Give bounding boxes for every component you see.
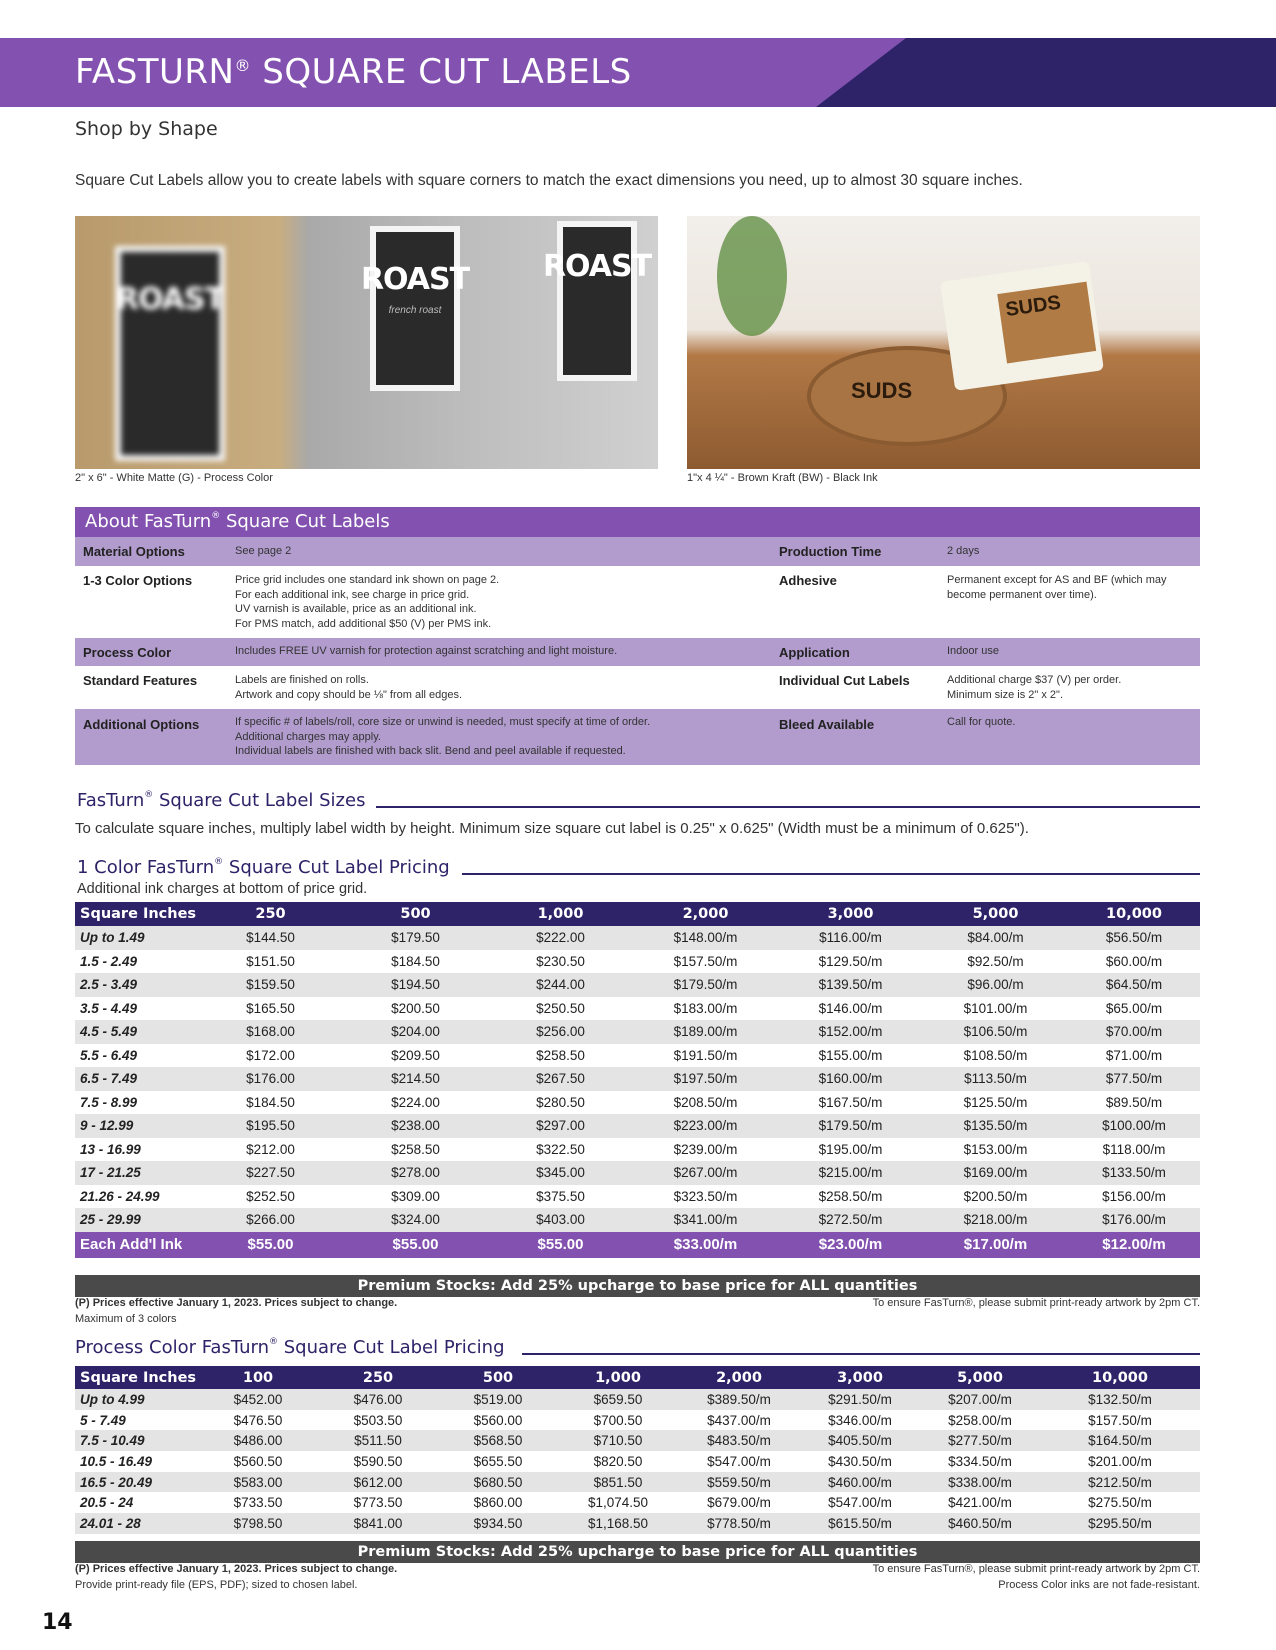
price-cell: $156.00/m (1102, 1188, 1166, 1204)
about-value: Labels are finished on rolls. Artwork and copy should be ⅛" from all edges. (235, 674, 463, 701)
price-cell: $152.00/m (778, 1020, 923, 1044)
price-cell: $583.00 (198, 1472, 318, 1493)
square-inches-cell: 16.5 - 20.49 (75, 1472, 198, 1493)
price-cell: $118.00/m (1102, 1141, 1166, 1157)
price-cell: $476.00 (318, 1389, 438, 1410)
square-inches-cell: 2.5 - 3.49 (75, 973, 198, 997)
table-row (75, 1208, 1200, 1232)
square-inches-cell: 5.5 - 6.49 (80, 1047, 138, 1063)
price-cell: $239.00/m (673, 1141, 738, 1157)
price-cell: $322.50 (536, 1141, 585, 1157)
price-cell: $272.50/m (778, 1208, 923, 1232)
process-color-rule (522, 1353, 1200, 1355)
price-cell: $860.00 (473, 1495, 523, 1511)
price-cell: $157.50/m (673, 953, 738, 969)
price-cell: $519.00 (438, 1389, 558, 1410)
price-cell: $503.50 (353, 1412, 403, 1428)
table-row (75, 1067, 1200, 1091)
fade-resistance-note: Process Color inks are not fade-resistant. (998, 1579, 1200, 1591)
price-cell: $710.50 (558, 1430, 678, 1451)
price-cell: $437.00/m (707, 1412, 771, 1428)
price-cell: $101.00/m (963, 1000, 1028, 1016)
column-header: 10,000 (1068, 902, 1200, 926)
about-key: Bleed Available (779, 717, 875, 732)
additional-ink-price: $33.00/m (633, 1232, 778, 1258)
square-inches-cell: 20.5 - 24 (80, 1495, 134, 1511)
column-header: 100 (198, 1366, 318, 1389)
price-cell: $297.00 (488, 1114, 633, 1138)
price-cell: $547.00/m (828, 1495, 892, 1511)
column-header: 5,000 (920, 1366, 1040, 1389)
additional-ink-price: $17.00/m (923, 1232, 1068, 1258)
square-inches-cell: 9 - 12.99 (75, 1114, 198, 1138)
price-cell: $244.00 (488, 973, 633, 997)
price-cell: $345.00 (488, 1161, 633, 1185)
square-inches-cell: 13 - 16.99 (80, 1141, 141, 1157)
column-header: 250 (318, 1366, 438, 1389)
price-cell: $165.50 (246, 1000, 295, 1016)
price-cell: $179.50 (343, 926, 488, 950)
premium-stocks-banner: Premium Stocks: Add 25% upcharge to base price for ALL quantities (75, 1541, 1200, 1563)
column-header: 500 (343, 902, 488, 926)
price-cell: $733.50 (233, 1495, 283, 1511)
price-cell: $250.50 (536, 1000, 585, 1016)
price-cell: $116.00/m (778, 926, 923, 950)
square-inches-cell: 1.5 - 2.49 (80, 953, 138, 969)
price-cell: $252.50 (246, 1188, 295, 1204)
price-cell: $207.00/m (920, 1389, 1040, 1410)
price-cell: $92.50/m (967, 953, 1024, 969)
price-cell: $615.50/m (800, 1513, 920, 1534)
price-cell: $346.00/m (828, 1412, 892, 1428)
one-color-rule (462, 873, 1200, 875)
price-cell: $176.00/m (1068, 1208, 1200, 1232)
about-row (75, 709, 1200, 765)
sizes-rule (376, 806, 1200, 808)
price-cell: $324.00 (343, 1208, 488, 1232)
table-row (75, 950, 1200, 974)
price-cell: $559.50/m (678, 1472, 800, 1493)
additional-ink-price: $12.00/m (1068, 1232, 1200, 1258)
price-cell: $108.50/m (963, 1047, 1028, 1063)
print-ready-file-note: Provide print-ready file (EPS, PDF); sized to chosen label. (75, 1579, 358, 1591)
price-cell: $612.00 (318, 1472, 438, 1493)
price-cell: $157.50/m (1088, 1412, 1152, 1428)
price-cell: $560.50 (233, 1453, 283, 1469)
column-header: 3,000 (800, 1366, 920, 1389)
about-row (75, 537, 1200, 566)
page-number: 14 (42, 1610, 73, 1635)
price-cell: $773.50 (353, 1495, 403, 1511)
table-row (75, 1389, 1200, 1410)
square-inches-cell: 25 - 29.99 (75, 1208, 198, 1232)
price-cell: $60.00/m (1105, 953, 1163, 969)
column-header: Square Inches (75, 902, 198, 926)
price-cell: $204.00 (343, 1020, 488, 1044)
about-value: If specific # of labels/roll, core size or unwind is needed, must specify at time of order. Additional charges may apply. Individual labels are finished with back slit. Bend and peel available if requested. (235, 716, 651, 757)
price-cell: $151.50 (246, 953, 295, 969)
square-inches-cell: Up to 1.49 (75, 926, 198, 950)
photo-caption-left: 2" x 6" - White Matte (G) - Process Color (75, 472, 273, 484)
roast-label-right: ROAST (557, 221, 637, 381)
column-header: 10,000 (1040, 1366, 1200, 1389)
price-cell: $189.00/m (633, 1020, 778, 1044)
price-cell: $89.50/m (1105, 1094, 1163, 1110)
price-cell: $71.00/m (1105, 1047, 1163, 1063)
table-row (75, 1161, 1200, 1185)
square-inches-cell: 6.5 - 7.49 (75, 1067, 198, 1091)
about-value: See page 2 (235, 545, 292, 557)
about-value: Call for quote. (947, 716, 1016, 728)
column-header: 2,000 (633, 902, 778, 926)
about-row (75, 638, 1200, 666)
square-inches-cell: 7.5 - 10.49 (75, 1430, 198, 1451)
table-row (75, 1451, 1200, 1472)
price-cell: $1,074.50 (587, 1495, 649, 1511)
price-cell: $208.50/m (673, 1094, 738, 1110)
about-key: Application (779, 645, 850, 660)
price-cell: $195.50 (198, 1114, 343, 1138)
soap-bar (940, 261, 1104, 391)
about-key: Process Color (83, 645, 172, 660)
one-color-heading: 1 Color FasTurn® Square Cut Label Pricing (77, 857, 450, 878)
column-header: 1,000 (488, 902, 633, 926)
price-cell: $214.50 (343, 1067, 488, 1091)
table-header-row (75, 1366, 1200, 1389)
additional-ink-label: Each Add'l Ink (75, 1232, 198, 1258)
process-color-table-body (75, 1389, 1200, 1534)
price-cell: $1,168.50 (558, 1513, 678, 1534)
price-cell: $159.50 (198, 973, 343, 997)
table-row (75, 1410, 1200, 1431)
premium-stocks-banner: Premium Stocks: Add 25% upcharge to base price for ALL quantities (75, 1275, 1200, 1297)
price-cell: $169.00/m (923, 1161, 1068, 1185)
price-cell: $223.00/m (633, 1114, 778, 1138)
table-row (75, 1091, 1200, 1115)
table-row (75, 1492, 1200, 1513)
price-cell: $452.00 (198, 1389, 318, 1410)
price-cell: $70.00/m (1068, 1020, 1200, 1044)
price-cell: $212.00 (246, 1141, 295, 1157)
column-header: 3,000 (778, 902, 923, 926)
price-cell: $295.50/m (1040, 1513, 1200, 1534)
price-cell: $129.50/m (818, 953, 883, 969)
price-cell: $179.50/m (633, 973, 778, 997)
about-key: Material Options (83, 544, 185, 559)
price-cell: $278.00 (343, 1161, 488, 1185)
price-cell: $430.50/m (828, 1453, 892, 1469)
price-cell: $798.50 (198, 1513, 318, 1534)
price-cell: $421.00/m (948, 1495, 1012, 1511)
about-key: Additional Options (83, 717, 200, 732)
price-cell: $267.00/m (633, 1161, 778, 1185)
price-cell: $200.50/m (963, 1188, 1028, 1204)
column-header: Square Inches (75, 1366, 198, 1389)
square-inches-cell: 10.5 - 16.49 (80, 1453, 153, 1469)
column-header: 2,000 (678, 1366, 800, 1389)
price-cell: $200.50 (391, 1000, 440, 1016)
price-cell: $184.50 (391, 953, 440, 969)
price-cell: $476.50 (233, 1412, 283, 1428)
price-cell: $291.50/m (800, 1389, 920, 1410)
about-key: Individual Cut Labels (779, 673, 910, 688)
price-cell: $778.50/m (678, 1513, 800, 1534)
price-cell: $460.00/m (800, 1472, 920, 1493)
process-color-heading: Process Color FasTurn® Square Cut Label Pricing (75, 1337, 505, 1358)
one-color-price-table (75, 902, 1200, 1258)
price-cell: $167.50/m (818, 1094, 883, 1110)
table-row (75, 926, 1200, 950)
artwork-deadline-note: To ensure FasTurn®, please submit print-ready artwork by 2pm CT. (872, 1297, 1200, 1309)
price-cell: $209.50 (391, 1047, 440, 1063)
price-cell: $191.50/m (673, 1047, 738, 1063)
square-inches-cell: 17 - 21.25 (75, 1161, 198, 1185)
price-cell: $375.50 (536, 1188, 585, 1204)
page-title: FASTURN® SQUARE CUT LABELS (75, 52, 632, 92)
process-color-price-table (75, 1366, 1200, 1534)
roast-product-photo (75, 216, 658, 469)
price-cell: $64.50/m (1068, 973, 1200, 997)
price-cell: $341.00/m (633, 1208, 778, 1232)
additional-ink-row (75, 1232, 1200, 1258)
price-cell: $144.50 (198, 926, 343, 950)
price-cell: $659.50 (558, 1389, 678, 1410)
price-cell: $153.00/m (963, 1141, 1028, 1157)
sizes-note: To calculate square inches, multiply label width by height. Minimum size square cut label is 0.25" x 0.625" (Width must be a minimum of 0.625"). (75, 820, 1029, 837)
table-header-row (75, 902, 1200, 926)
price-cell: $277.50/m (920, 1430, 1040, 1451)
price-cell: $160.00/m (778, 1067, 923, 1091)
price-cell: $309.00 (391, 1188, 440, 1204)
about-key: Standard Features (83, 673, 198, 688)
label-roll: SUDS (807, 346, 1007, 446)
table-row (75, 1513, 1200, 1534)
price-cell: $227.50 (198, 1161, 343, 1185)
price-cell: $266.00 (198, 1208, 343, 1232)
square-inches-cell: 3.5 - 4.49 (80, 1000, 138, 1016)
table-row (75, 1020, 1200, 1044)
price-cell: $133.50/m (1068, 1161, 1200, 1185)
one-color-table-body (75, 926, 1200, 1258)
about-value: Indoor use (947, 645, 999, 657)
about-table-title: About FasTurn® Square Cut Labels (75, 507, 1200, 537)
price-cell: $113.50/m (923, 1067, 1068, 1091)
table-row (75, 1114, 1200, 1138)
price-cell: $334.50/m (948, 1453, 1012, 1469)
price-cell: $934.50 (438, 1513, 558, 1534)
table-row (75, 1472, 1200, 1493)
price-cell: $148.00/m (633, 926, 778, 950)
price-cell: $197.50/m (633, 1067, 778, 1091)
price-cell: $511.50 (318, 1430, 438, 1451)
prices-effective-note: (P) Prices effective January 1, 2023. Prices subject to change. (75, 1297, 398, 1309)
price-cell: $323.50/m (673, 1188, 738, 1204)
price-cell: $679.00/m (707, 1495, 771, 1511)
table-row (75, 973, 1200, 997)
price-cell: $125.50/m (963, 1094, 1028, 1110)
about-row (75, 566, 1200, 638)
about-value: Permanent except for AS and BF (which may become permanent over time). (947, 574, 1167, 601)
price-cell: $135.50/m (923, 1114, 1068, 1138)
price-cell: $389.50/m (678, 1389, 800, 1410)
price-cell: $230.50 (536, 953, 585, 969)
one-color-note: Additional ink charges at bottom of price grid. (77, 881, 368, 897)
price-cell: $238.00 (343, 1114, 488, 1138)
price-cell: $258.50 (391, 1141, 440, 1157)
about-key: Production Time (779, 544, 882, 559)
price-cell: $483.50/m (678, 1430, 800, 1451)
additional-ink-price: $23.00/m (778, 1232, 923, 1258)
price-cell: $258.50/m (818, 1188, 883, 1204)
price-cell: $176.00 (198, 1067, 343, 1091)
price-cell: $460.50/m (920, 1513, 1040, 1534)
sizes-heading: FasTurn® Square Cut Label Sizes (77, 790, 366, 811)
page-subtitle: Shop by Shape (75, 118, 218, 140)
price-cell: $258.00/m (948, 1412, 1012, 1428)
price-cell: $222.00 (488, 926, 633, 950)
price-cell: $405.50/m (800, 1430, 920, 1451)
price-cell: $403.00 (488, 1208, 633, 1232)
price-cell: $224.00 (391, 1094, 440, 1110)
price-cell: $56.50/m (1068, 926, 1200, 950)
price-cell: $215.00/m (778, 1161, 923, 1185)
price-cell: $132.50/m (1040, 1389, 1200, 1410)
price-cell: $256.00 (488, 1020, 633, 1044)
price-cell: $486.00 (198, 1430, 318, 1451)
price-cell: $194.50 (343, 973, 488, 997)
price-cell: $201.00/m (1088, 1453, 1152, 1469)
price-cell: $212.50/m (1040, 1472, 1200, 1493)
price-cell: $338.00/m (920, 1472, 1040, 1493)
artwork-deadline-note: To ensure FasTurn®, please submit print-ready artwork by 2pm CT. (872, 1563, 1200, 1575)
price-cell: $280.50 (536, 1094, 585, 1110)
about-value: 2 days (947, 545, 980, 557)
square-inches-cell: 21.26 - 24.99 (80, 1188, 160, 1204)
price-cell: $275.50/m (1088, 1495, 1152, 1511)
price-cell: $655.50 (473, 1453, 523, 1469)
about-value: Price grid includes one standard ink shown on page 2. For each additional ink, see charge in price grid. UV varnish is available, price as an additional ink. For PMS match, add additional $50 (V) per PMS ink. (235, 574, 500, 630)
price-cell: $139.50/m (778, 973, 923, 997)
additional-ink-price: $55.00 (343, 1232, 488, 1258)
column-header: 1,000 (558, 1366, 678, 1389)
price-cell: $100.00/m (1068, 1114, 1200, 1138)
about-key: 1-3 Color Options (83, 573, 193, 588)
about-key: Adhesive (779, 573, 837, 588)
price-cell: $164.50/m (1040, 1430, 1200, 1451)
square-inches-cell: 24.01 - 28 (75, 1513, 198, 1534)
price-cell: $168.00 (198, 1020, 343, 1044)
price-cell: $568.50 (438, 1430, 558, 1451)
price-cell: $590.50 (353, 1453, 403, 1469)
additional-ink-price: $55.00 (198, 1232, 343, 1258)
square-inches-cell: Up to 4.99 (75, 1389, 198, 1410)
price-cell: $195.00/m (818, 1141, 883, 1157)
price-cell: $65.00/m (1105, 1000, 1163, 1016)
price-cell: $851.50 (558, 1472, 678, 1493)
square-inches-cell: 4.5 - 5.49 (75, 1020, 198, 1044)
square-inches-cell: 7.5 - 8.99 (80, 1094, 138, 1110)
price-cell: $179.50/m (778, 1114, 923, 1138)
price-cell: $96.00/m (923, 973, 1068, 997)
suds-product-photo (687, 216, 1200, 469)
price-cell: $146.00/m (818, 1000, 883, 1016)
price-cell: $680.50 (438, 1472, 558, 1493)
price-cell: $106.50/m (923, 1020, 1068, 1044)
about-row (75, 666, 1200, 709)
price-cell: $700.50 (593, 1412, 643, 1428)
banner-accent (816, 38, 1276, 107)
price-cell: $820.50 (593, 1453, 643, 1469)
price-cell: $183.00/m (673, 1000, 738, 1016)
about-value: Additional charge $37 (V) per order. Minimum size is 2" x 2". (947, 674, 1122, 701)
table-row (75, 1044, 1200, 1068)
photo-caption-right: 1"x 4 ¼" - Brown Kraft (BW) - Black Ink (687, 472, 878, 484)
column-header: 500 (438, 1366, 558, 1389)
about-value: Includes FREE UV varnish for protection against scratching and light moisture. (235, 645, 618, 657)
prices-effective-note: (P) Prices effective January 1, 2023. Prices subject to change. (75, 1563, 398, 1575)
price-cell: $218.00/m (923, 1208, 1068, 1232)
soap-label: SUDS (997, 282, 1096, 364)
table-row (75, 1185, 1200, 1209)
price-cell: $155.00/m (818, 1047, 883, 1063)
column-header: 5,000 (923, 902, 1068, 926)
about-table (75, 507, 1200, 765)
intro-text: Square Cut Labels allow you to create labels with square corners to match the exact dimensions you need, up to almost 30 square inches. (75, 172, 1023, 189)
header-banner (0, 38, 1276, 107)
price-cell: $77.50/m (1068, 1067, 1200, 1091)
roast-bag-blurred: ROAST (115, 246, 225, 461)
table-row (75, 1138, 1200, 1162)
price-cell: $184.50 (246, 1094, 295, 1110)
price-cell: $84.00/m (923, 926, 1068, 950)
price-cell: $547.00/m (707, 1453, 771, 1469)
column-header: 250 (198, 902, 343, 926)
plant-leaf (717, 216, 787, 336)
price-cell: $172.00 (246, 1047, 295, 1063)
roast-label-center: ROAST french roast (370, 226, 460, 391)
price-cell: $560.00 (473, 1412, 523, 1428)
price-cell: $258.50 (536, 1047, 585, 1063)
additional-ink-price: $55.00 (488, 1232, 633, 1258)
square-inches-cell: 5 - 7.49 (80, 1412, 126, 1428)
table-row (75, 1430, 1200, 1451)
table-row (75, 997, 1200, 1021)
price-cell: $841.00 (318, 1513, 438, 1534)
price-cell: $267.50 (488, 1067, 633, 1091)
max-colors-note: Maximum of 3 colors (75, 1313, 177, 1325)
